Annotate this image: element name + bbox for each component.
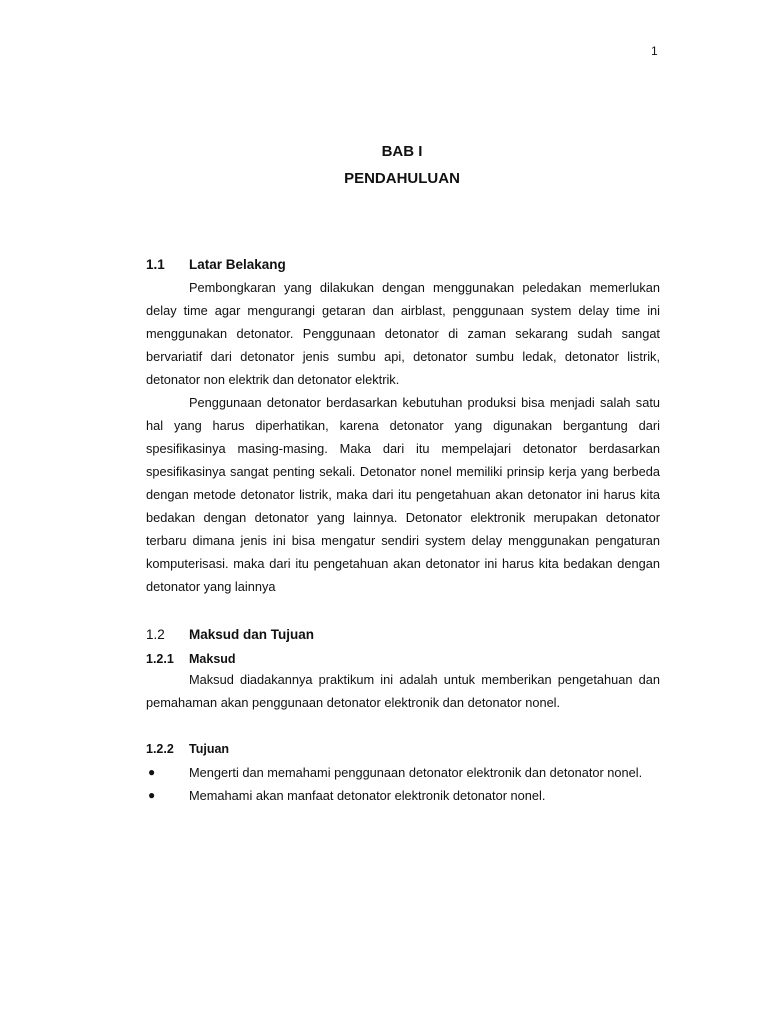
section-title: Maksud dan Tujuan [189, 627, 315, 642]
subsection-number: 1.2.2 [146, 742, 174, 756]
subsection-number: 1.2.1 [146, 652, 174, 666]
section-heading-latar-belakang [146, 256, 660, 274]
list-item [146, 784, 660, 807]
subsection-heading-tujuan [146, 740, 660, 758]
paragraph: Maksud diadakannya praktikum ini adalah untuk memberikan pengetahuan dan pemahaman akan penggunaan detonator elektronik dan detonator nonel. [146, 672, 660, 710]
subsection-title: Tujuan [189, 742, 230, 756]
chapter-heading [0, 138, 768, 192]
bullet-icon: ● [148, 788, 156, 802]
paragraph: Pembongkaran yang dilakukan dengan menggunakan peledakan memerlukan delay time agar mengurangi getaran dan airblast, penggunaan system delay time ini menggunakan detonator. Penggunaan detonator di zaman sekarang sudah sangat bervariatif dari detonator jenis sumbu api, detonator sumbu ledak, detonator listrik, detonator non elektrik dan detonator elektrik. [146, 280, 660, 387]
chapter-title: PENDAHULUAN [344, 170, 460, 187]
section-heading-maksud-dan-tujuan [146, 626, 660, 644]
section-title: Latar Belakang [189, 257, 286, 272]
section-number: 1.2 [146, 627, 165, 642]
list-item [146, 761, 660, 784]
list-item-text: Memahami akan manfaat detonator elektronik detonator nonel. [189, 788, 546, 803]
bullet-icon: ● [148, 765, 156, 779]
list-item-text: Mengerti dan memahami penggunaan detonator elektronik dan detonator nonel. [189, 765, 643, 780]
subsection-title: Maksud [189, 652, 236, 666]
chapter-label: BAB I [381, 143, 423, 160]
section-number: 1.1 [146, 257, 165, 272]
tujuan-list [146, 761, 660, 807]
subsection-heading-maksud [146, 650, 660, 668]
document-body [146, 256, 660, 807]
page-number: 1 [651, 44, 658, 58]
paragraph: Penggunaan detonator berdasarkan kebutuhan produksi bisa menjadi salah satu hal yang harus diperhatikan, karena detonator yang digunakan bergantung dari spesifikasinya masing-masing. Maka dari itu mempelajari detonator berdasarkan spesifikasinya sangat penting sekali. Detonator nonel memiliki prinsip kerja yang berbeda dengan metode detonator listrik, maka dari itu pengetahuan akan detonator ini harus kita bedakan dengan detonator yang lainnya. Detonator elektronik merupakan detonator terbaru dimana jenis ini bisa mengatur sendiri system delay menggunakan pengaturan komputerisasi. maka dari itu pengetahuan akan detonator ini harus kita bedakan dengan detonator yang lainnya [146, 395, 660, 594]
